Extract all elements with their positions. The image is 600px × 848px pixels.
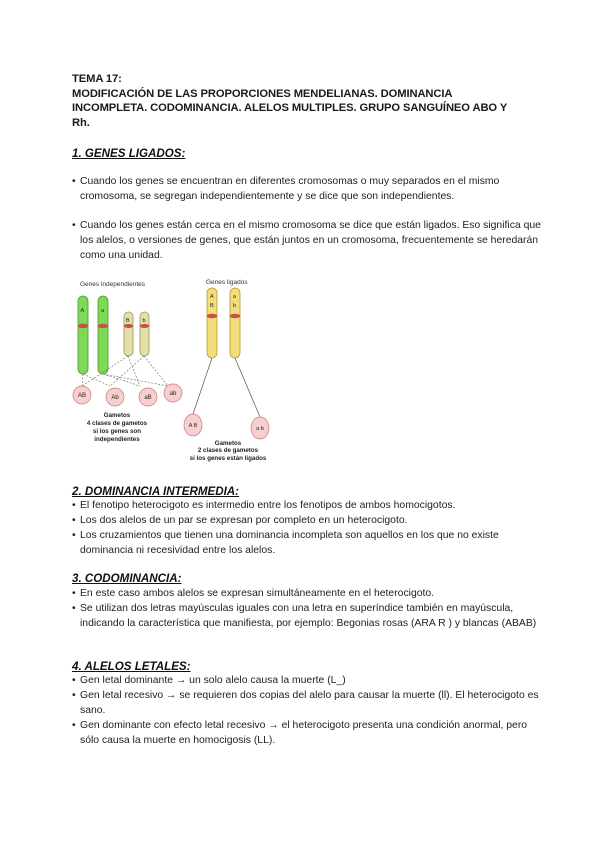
gamete-ab-lower	[164, 384, 182, 402]
list-item: • Se utilizan dos letras mayúsculas iguales con una letra en superíndice también en mayúscula, indicando la característica que manifiesta, por ejemplo: Begonias rosas (ARA R ) y blancas (ABAB)	[72, 601, 542, 631]
chromosome-label: a	[233, 294, 237, 300]
chromosome-label: b	[233, 303, 237, 309]
chromosome-beige-2	[140, 312, 150, 356]
section-1-list	[72, 174, 542, 277]
genes-figure	[70, 274, 300, 466]
gamete-label: ab	[169, 391, 177, 397]
document-title	[72, 72, 532, 130]
chromosome-label: A	[80, 308, 85, 314]
chromosome-label: a	[101, 308, 105, 314]
caption-line: 2 clases de gametos	[197, 447, 259, 454]
caption-line: independientes	[94, 436, 140, 443]
caption-line: si los genes son	[92, 428, 142, 435]
list-item: • El fenotipo heterocigoto es intermedio entre los fenotipos de ambos homocigotos.	[72, 498, 542, 513]
list-item: • Gen letal dominante → un solo alelo causa la muerte (L_)	[72, 673, 542, 688]
caption-line: Gametos	[214, 440, 242, 447]
list-item: • Los dos alelos de un par se expresan por completo en un heterocigoto.	[72, 513, 542, 528]
gamete-label: Ab	[111, 395, 119, 401]
figure-right-title: Genes ligados	[206, 279, 248, 286]
chromosome-label: A	[210, 294, 214, 300]
chromosome-beige-1	[124, 312, 134, 356]
title-line: INCOMPLETA. CODOMINANCIA. ALELOS MULTIPLES. GRUPO SANGUÍNEO ABO Y	[72, 102, 508, 114]
title-line: MODIFICACIÓN DE LAS PROPORCIONES MENDELIANAS. DOMINANCIA	[72, 87, 453, 100]
title-line: Rh.	[72, 116, 90, 129]
gamete-linked-AB	[184, 414, 202, 436]
caption-line: 4 clases de gametos	[86, 420, 148, 427]
gamete-label: a b	[256, 426, 264, 432]
linked-lines	[193, 358, 260, 417]
gamete-linked-ab	[251, 417, 269, 439]
list-item: • En este caso ambos alelos se expresan simultáneamente en el heterocigoto.	[72, 586, 542, 601]
segregation-lines	[82, 356, 168, 386]
gamete-ab-mixed-1	[106, 388, 124, 406]
gamete-ab-mixed-2	[139, 388, 157, 406]
section-2-list	[72, 498, 542, 558]
chromosome-label: B	[210, 303, 214, 309]
list-item: • Los cruzamientos que tienen una dominancia incompleta son aquellos en los que no existe dominancia ni recesividad entre los alelos.	[72, 528, 542, 558]
gamete-label: A B	[188, 423, 198, 429]
figure-left-title: Genes independientes	[80, 281, 146, 288]
list-item: • Cuando los genes se encuentran en diferentes cromosomas o muy separados en el mismo cromosoma, se segregan independientemente y se dice que son independientes.	[72, 174, 542, 204]
title-line: TEMA 17:	[72, 73, 122, 85]
list-item: • Gen letal recesivo → se requieren dos copias del alelo para causar la muerte (ll). El heterocigoto es sano.	[72, 688, 542, 718]
chromosome-green-1	[78, 296, 89, 374]
chromosome-linked-2	[230, 288, 241, 358]
gamete-ab-upper	[73, 386, 91, 404]
section-heading-dominancia-intermedia: 2. DOMINANCIA INTERMEDIA:	[72, 485, 240, 498]
list-item: • Cuando los genes están cerca en el mismo cromosoma se dice que están ligados. Eso significa que los alelos, o versiones de genes, que están juntos en un cromosoma, frecuentemente se heredarán como una unidad.	[72, 218, 542, 263]
section-heading-codominancia: 3. CODOMINANCIA:	[72, 572, 182, 585]
caption-line: Gametos	[103, 412, 131, 419]
caption-line: si los genes están ligados	[189, 455, 267, 462]
chromosome-label: b	[142, 318, 146, 324]
gamete-label: AB	[77, 393, 87, 399]
gamete-label: aB	[144, 395, 152, 401]
section-3-list	[72, 586, 542, 631]
section-heading-genes-ligados: 1. GENES LIGADOS:	[72, 147, 186, 160]
chromosome-linked-1	[207, 288, 218, 358]
chromosome-label: B	[126, 318, 130, 324]
section-4-list	[72, 673, 542, 748]
left-caption	[87, 412, 148, 443]
section-heading-alelos-letales: 4. ALELOS LETALES:	[72, 660, 191, 673]
right-caption	[190, 440, 267, 462]
list-item: • Gen dominante con efecto letal recesivo → el heterocigoto presenta una condición anormal, pero sólo causa la muerte en homocigosis (LL).	[72, 718, 542, 748]
chromosome-green-2	[98, 296, 109, 374]
